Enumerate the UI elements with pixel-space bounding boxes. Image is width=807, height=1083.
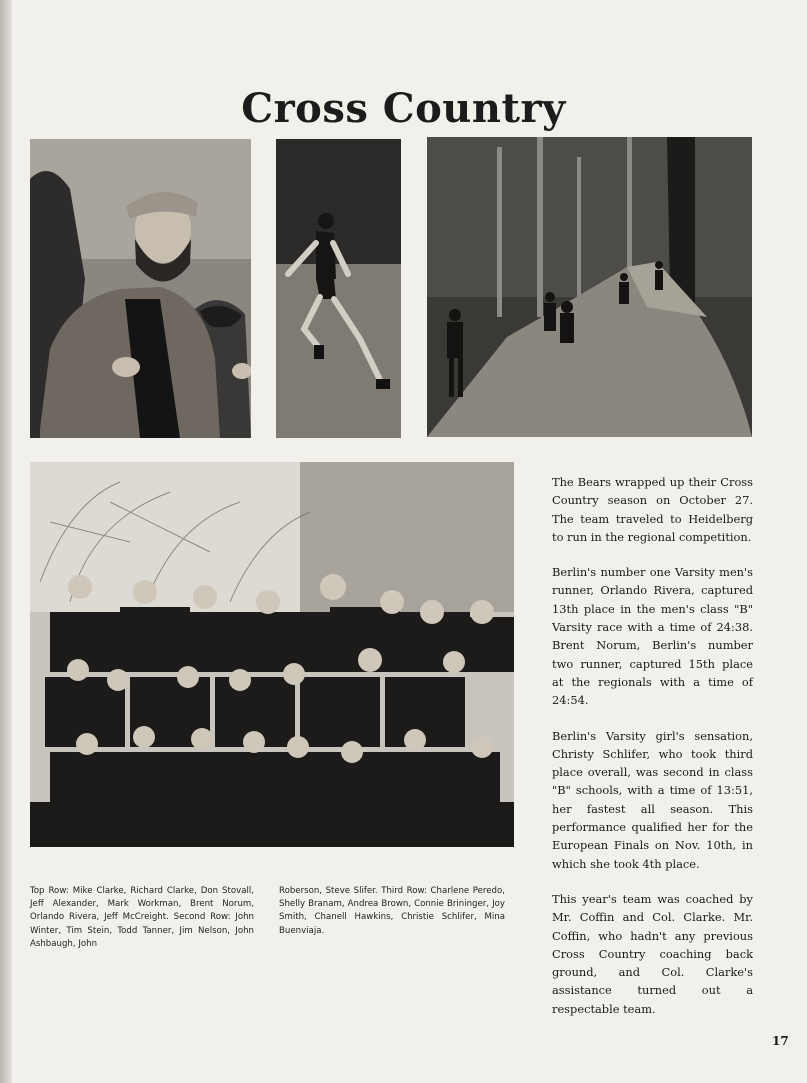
article-paragraph: This year's team was coached by Mr. Coffin and Col. Clarke. Mr. Coffin, who hadn't any previous Cross Country coaching back ground, and Col. Clarke's assistance turned out a respectable team. [552, 891, 753, 1016]
article-paragraph: Berlin's Varsity girl's sensation, Christy Schlifer, who took third place overall, was second in class "B" schools, with a time of 13:51, her fastest all season. This performance qualified her for the European Finals on Nov. 10th, in which she took 4th place. [552, 728, 753, 871]
coach-photo [30, 139, 251, 438]
team-photo [30, 462, 514, 847]
team-caption-right: Roberson, Steve Slifer. Third Row: Charlene Peredo, Shelly Branam, Andrea Brown, Connie Brininger, Joy Smith, Chanell Hawkins, Christie Schlifer, Mina Buenviaja. [279, 886, 505, 936]
team-caption-left: Top Row: Mike Clarke, Richard Clarke, Don Stovall, Jeff Alexander, Mark Workman, Brent Norum, Orlando Rivera, Jeff McCreight. Second Row: John Winter, Tim Stein, Todd Tanner, Jim Nelson, John Ashbaugh, John [30, 886, 254, 949]
article-paragraph: Berlin's number one Varsity men's runner, Orlando Rivera, captured 13th place in the men's class "B" Varsity race with a time of 24:38. Brent Norum, Berlin's number two runner, captured 15th place at the regionals with a time of 24:54. [552, 565, 753, 708]
page-binding-edge [0, 0, 12, 1083]
article-paragraph: The Bears wrapped up their Cross Country season on October 27. The team traveled to Heidelberg to run in the regional competition. [552, 475, 753, 544]
page-number: 17 [772, 1034, 789, 1048]
page-title: Cross Country [241, 84, 566, 132]
runner-photo [276, 139, 401, 438]
woods-trail-photo [427, 137, 752, 437]
article-body [552, 473, 753, 1035]
